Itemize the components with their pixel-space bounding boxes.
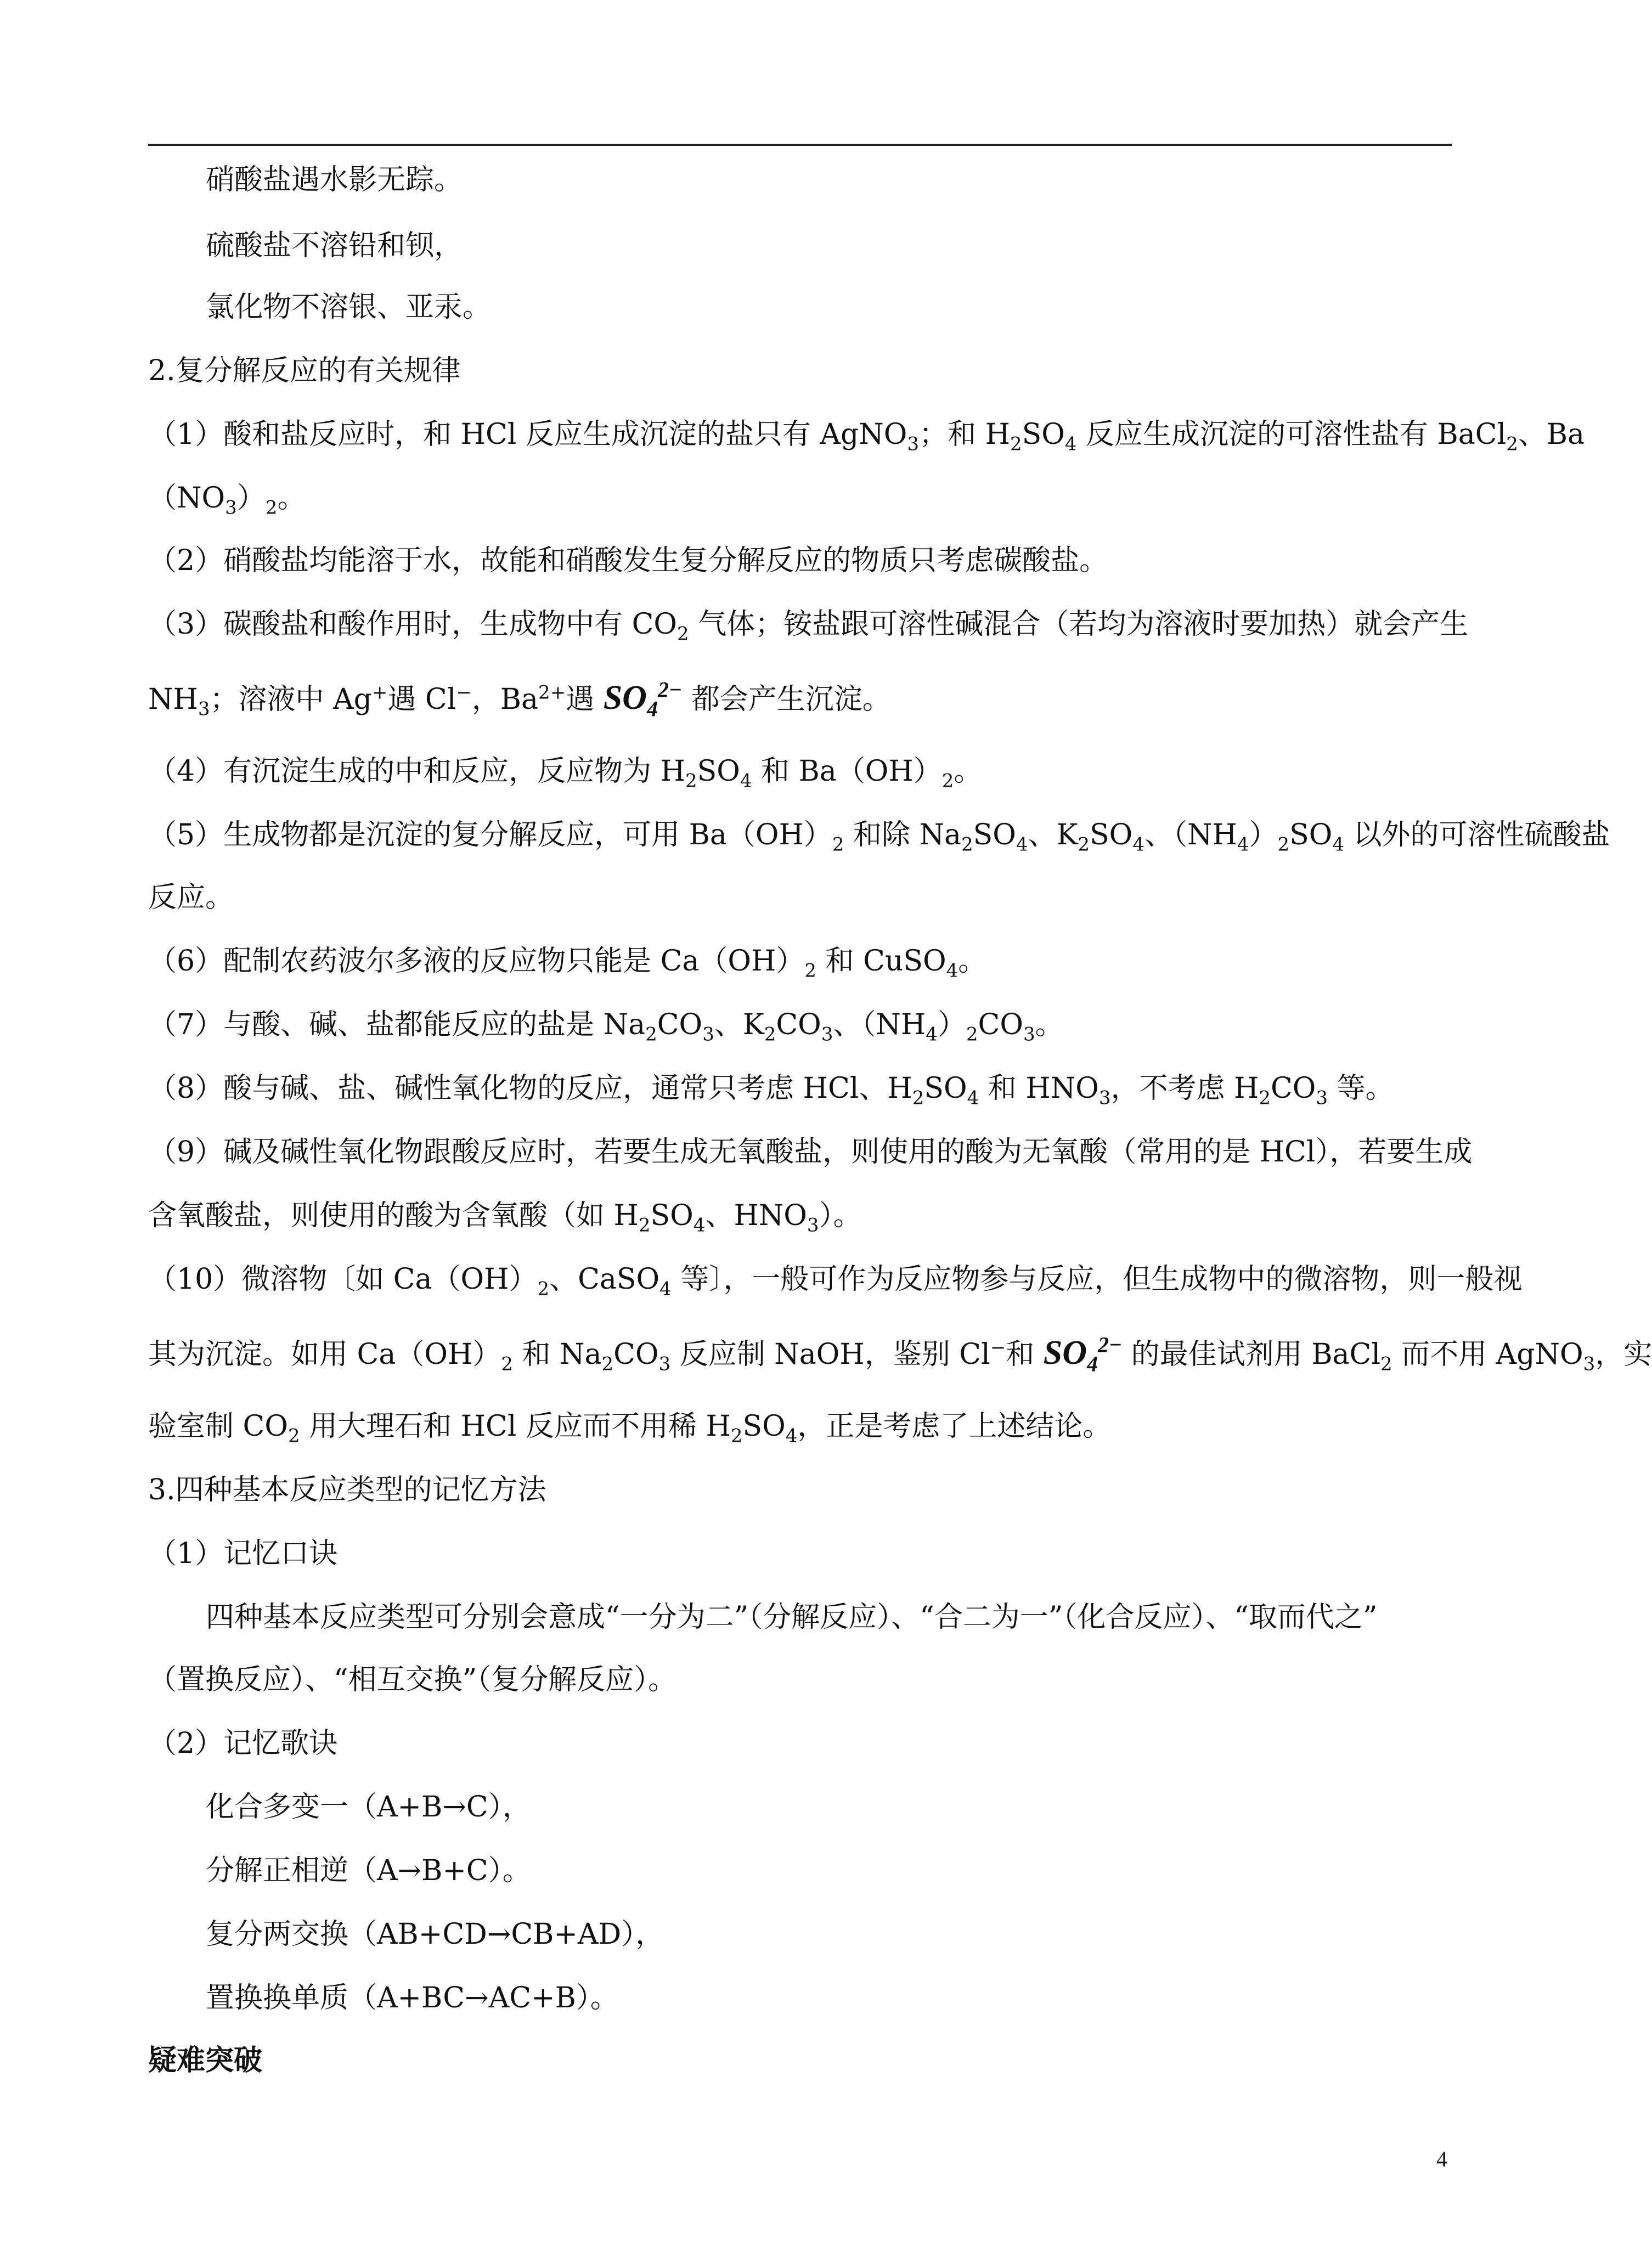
subsection-heading-1: （1）记忆口诀 xyxy=(148,1537,338,1570)
mnemonic-line-1: 化合多变一（A+B→C）， xyxy=(206,1791,531,1824)
section-heading-2: 2.复分解反应的有关规律 xyxy=(148,354,461,387)
rule-item-1-cont: $(NO_3)_2$。 xyxy=(148,482,306,519)
rule-item-10-cont: 其为沉淀。如用 $Ca(OH)_2$ 和 $Na_2CO_3$ 反应制 NaOH，鉴别 Cl−和 $SO_4^{2-}$ 的最佳试剂用 BaCl$_2$ 而不用 AgNO$_3$，实 xyxy=(148,1332,1652,1376)
sulfate-ion-formula: $SO_4^{2-}$ xyxy=(1043,1332,1123,1376)
rule-item-1: （1）酸和盐反应时，和 HCl 反应生成沉淀的盐只有 AgNO$_3$；和 $H_2SO_4$ 反应生成沉淀的可溶性盐有 BaCl$_2$、Ba xyxy=(148,418,1585,455)
rule-item-10-cont-2: 验室制 $CO_2$ 用大理石和 HCl 反应而不用稀 $H_2SO_4$，正是考虑了上述结论。 xyxy=(148,1410,1112,1447)
mnemonic-line-4: 置换换单质（A+BC→AC+B）。 xyxy=(206,1982,619,2014)
rule-item-9-cont: 含氧酸盐，则使用的酸为含氧酸（如 $H_2SO_4$、$HNO_3$）。 xyxy=(148,1199,862,1237)
rule-item-2: （2）硝酸盐均能溶于水，故能和硝酸发生复分解反应的物质只考虑碳酸盐。 xyxy=(148,544,1108,577)
sulfate-ion-formula: $SO_4^{2-}$ xyxy=(603,677,683,721)
paragraph-line: 四种基本反应类型可分别会意成“一分为二”（分解反应）、“合二为一”（化合反应）、“取而代之” xyxy=(206,1601,1378,1634)
section-heading-3: 3.四种基本反应类型的记忆方法 xyxy=(148,1474,546,1506)
rule-item-8: （8）酸与碱、盐、碱性氧化物的反应，通常只考虑 HCl、$H_2SO_4$ 和 $HNO_3$，不考虑 $H_2CO_3$ 等。 xyxy=(148,1072,1394,1109)
section-heading-difficulty: 疑难突破 xyxy=(148,2044,263,2077)
rule-item-9: （9）碱及碱性氧化物跟酸反应时，若要生成无氧酸盐，则使用的酸为无氧酸（常用的是 HCl），若要生成 xyxy=(148,1136,1473,1169)
page-number: 4 xyxy=(1436,2147,1447,2171)
rule-item-3: （3）碳酸盐和酸作用时，生成物中有 $CO_2$ 气体；铵盐跟可溶性碱混合（若均为溶液时要加热）就会产生 xyxy=(148,608,1469,645)
verse-line-3: 氯化物不溶银、亚汞。 xyxy=(206,291,492,324)
verse-line-2: 硫酸盐不溶铅和钡， xyxy=(206,229,463,262)
subsection-heading-2: （2）记忆歌诀 xyxy=(148,1727,338,1760)
rule-item-6: （6）配制农药波尔多液的反应物只能是 $Ca(OH)_2$ 和 CuSO$_4$。 xyxy=(148,945,987,982)
rule-item-7: （7）与酸、碱、盐都能反应的盐是 $Na_2CO_3$、$K_2CO_3$、$(NH_4)_2CO_3$。 xyxy=(148,1008,1064,1046)
rule-item-10: （10）微溶物〔如 $Ca(OH)_2$、CaSO$_4$ 等〕，一般可作为反应物参与反应，但生成物中的微溶物，则一般视 xyxy=(148,1263,1523,1300)
rule-item-4: （4）有沉淀生成的中和反应，反应物为 $H_2SO_4$ 和 $Ba(OH)_2$。 xyxy=(148,755,983,792)
rule-item-5: （5）生成物都是沉淀的复分解反应，可用 $Ba(OH)_2$ 和除 $Na_2SO_4$、$K_2SO_4$、$(NH_4)_2SO_4$ 以外的可溶性硫酸盐 xyxy=(148,819,1610,856)
header-rule xyxy=(148,144,1452,146)
rule-item-5-cont: 反应。 xyxy=(148,881,234,914)
paragraph-line-cont: （置换反应）、“相互交换”（复分解反应）。 xyxy=(148,1663,677,1696)
mnemonic-line-2: 分解正相逆（A→B+C）。 xyxy=(206,1854,531,1887)
rule-item-3-cont: $NH_3$；溶液中 Ag+遇 Cl−，$Ba^{2+}$遇 $SO_4^{2-}$ 都会产生沉淀。 xyxy=(148,677,891,721)
verse-line-1: 硝酸盐遇水影无踪。 xyxy=(206,163,463,196)
mnemonic-line-3: 复分两交换（AB+CD→CB+AD）， xyxy=(206,1918,664,1951)
